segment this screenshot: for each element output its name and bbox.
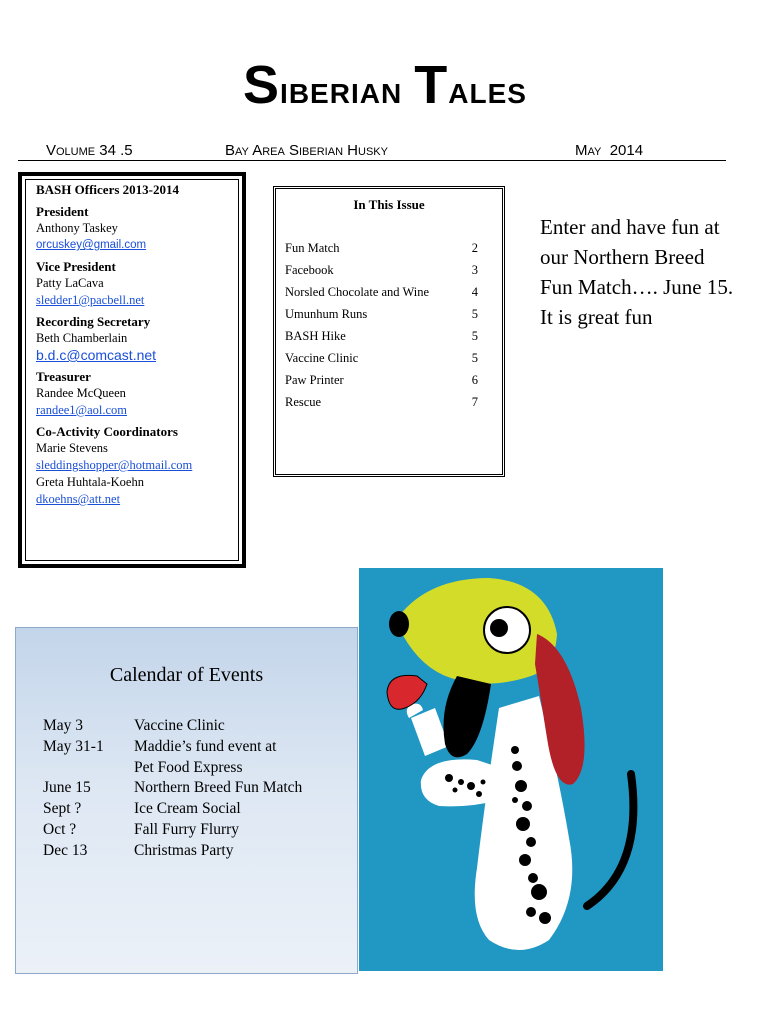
toc-item-page: 5: [471, 307, 478, 321]
event-date: June 15: [43, 779, 91, 797]
event-date: Dec 13: [43, 841, 88, 859]
in-this-issue-heading: In This Issue: [353, 197, 425, 212]
event-title: Maddie’s fund event at: [134, 737, 277, 755]
event-title: Vaccine Clinic: [134, 717, 225, 734]
event-date: Oct ?: [43, 820, 77, 838]
toc-item-title: Paw Printer: [285, 373, 344, 387]
officer-name: Patty LaCava: [36, 276, 104, 290]
toc-item-title: Facebook: [285, 263, 334, 277]
calendar-heading: Calendar of Events: [109, 664, 264, 686]
issue-date: May 2014: [575, 142, 644, 159]
officer-name: Marie Stevens: [36, 441, 108, 455]
volume-label: Volume 34 .5: [46, 142, 133, 159]
officer-email-link[interactable]: b.d.c@comcast.net: [36, 347, 157, 363]
calendar-of-events: [15, 627, 358, 974]
calendar-event-list: [43, 716, 302, 862]
toc-item-page: 4: [471, 285, 478, 299]
officer-email-link[interactable]: dkoehns@att.net: [36, 492, 121, 506]
event-date: Sept ?: [43, 800, 82, 818]
calendar-event: [43, 799, 302, 820]
toc-item-page: 7: [471, 395, 478, 409]
toc-item[interactable]: [276, 259, 502, 281]
officer-name: Anthony Taskey: [36, 221, 118, 235]
cartoon-dog-illustration: [359, 568, 663, 971]
organization-name: Bay Area Siberian Husky: [225, 142, 388, 159]
calendar-event: [43, 820, 302, 841]
toc-item[interactable]: [276, 369, 502, 391]
toc-item-page: 6: [471, 373, 478, 387]
toc-item-title: Umunhum Runs: [285, 307, 368, 321]
toc-item-title: Fun Match: [285, 241, 340, 255]
in-this-issue-box: [273, 186, 505, 477]
officer-name: Beth Chamberlain: [36, 331, 128, 345]
calendar-event-continuation: [43, 758, 302, 779]
event-date: May 3: [43, 717, 84, 734]
toc-item-title: BASH Hike: [285, 329, 346, 343]
fun-match-promo: Enter and have fun at our Northern Breed Fun Match…. June 15. It is great fun: [540, 215, 734, 329]
officer-role: Co-Activity Coordinators: [36, 424, 178, 439]
officer-role: Treasurer: [36, 369, 91, 384]
toc-item-title: Norsled Chocolate and Wine: [285, 285, 430, 299]
calendar-event: [43, 737, 302, 758]
toc-item-page: 5: [471, 329, 478, 343]
officer-email-link[interactable]: sleddingshopper@hotmail.com: [36, 458, 193, 472]
officer-email-link[interactable]: sledder1@pacbell.net: [36, 293, 145, 307]
toc-item[interactable]: [276, 391, 502, 413]
calendar-event: [43, 778, 302, 799]
calendar-event: [43, 841, 302, 862]
officer-role: Recording Secretary: [36, 314, 151, 329]
officer-role: Vice President: [36, 259, 116, 274]
officers-box: [18, 172, 246, 568]
officer-role: President: [36, 204, 89, 219]
newsletter-title: Siberian Tales: [243, 55, 527, 115]
toc-item[interactable]: [276, 303, 502, 325]
toc-item-page: 2: [471, 241, 478, 255]
event-title: Pet Food Express: [134, 758, 243, 776]
toc-item-title: Vaccine Clinic: [285, 351, 359, 365]
toc-item-page: 5: [471, 351, 478, 365]
toc-item[interactable]: [276, 281, 502, 303]
officer-email-link[interactable]: randee1@aol.com: [36, 403, 127, 417]
toc-item-page: 3: [471, 263, 478, 277]
event-title: Christmas Party: [134, 841, 234, 859]
event-title: Northern Breed Fun Match: [134, 779, 303, 797]
event-date: May 31-1: [43, 737, 104, 755]
toc-item[interactable]: [276, 347, 502, 369]
officer-name: Greta Huhtala-Koehn: [36, 475, 144, 489]
dog-icon: [359, 568, 663, 971]
event-title: Ice Cream Social: [134, 800, 241, 818]
officers-heading: BASH Officers 2013-2014: [36, 182, 179, 197]
toc-item-title: Rescue: [285, 395, 322, 409]
event-title: Fall Furry Flurry: [134, 820, 240, 838]
toc-item[interactable]: [276, 325, 502, 347]
officer-email-link[interactable]: orcuskey@gmail.com: [36, 239, 147, 251]
officer-name: Randee McQueen: [36, 386, 126, 400]
masthead-divider: [18, 160, 726, 161]
toc-item[interactable]: [276, 237, 502, 259]
calendar-event: [43, 716, 302, 737]
